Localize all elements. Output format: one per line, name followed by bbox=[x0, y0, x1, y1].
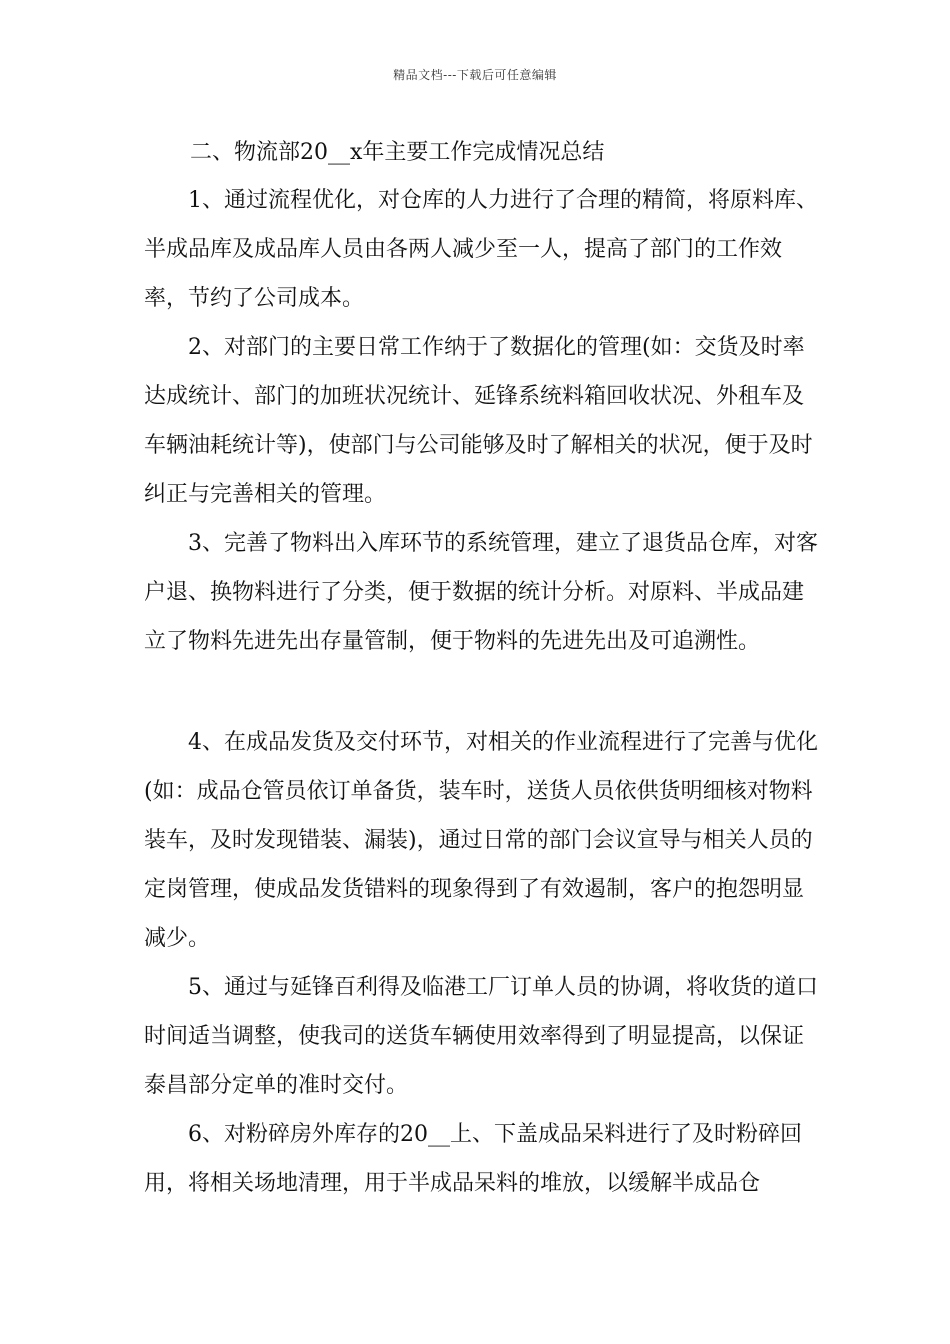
paragraph-5: 5、通过与延锋百利得及临港工厂订单人员的协调，将收货的道口时间适当调整，使我司的送货车辆使用效率得到了明显提高，以保证泰昌部分定单的准时交付。 bbox=[144, 975, 818, 1098]
paragraph-2: 2、对部门的主要日常工作纳于了数据化的管理(如：交货及时率达成统计、部门的加班状况统计、延锋系统料箱回收状况、外租车及车辆油耗统计等)，使部门与公司能够及时了解相关的状况，便于及时纠正与完善相关的管理。 bbox=[144, 335, 813, 507]
page-header: 精品文档---下载后可任意编辑 bbox=[393, 68, 557, 82]
document-body bbox=[144, 138, 820, 1208]
paragraph-6: 6、对粉碎房外库存的20__上、下盖成品呆料进行了及时粉碎回用，将相关场地清理，用于半成品呆料的堆放，以缓解半成品仓 bbox=[144, 1122, 802, 1196]
section-heading: 二、物流部20__x年主要工作完成情况总结 bbox=[190, 140, 605, 165]
paragraph-3: 3、完善了物料出入库环节的系统管理，建立了退货品仓库，对客户退、换物料进行了分类，便于数据的统计分析。对原料、半成品建立了物料先进先出存量管制，便于物料的先进先出及可追溯性。 bbox=[144, 531, 818, 654]
paragraph-1: 1、通过流程优化，对仓库的人力进行了合理的精简，将原料库、半成品库及成品库人员由各两人减少至一人，提高了部门的工作效率，节约了公司成本。 bbox=[144, 188, 818, 311]
paragraph-4: 4、在成品发货及交付环节，对相关的作业流程进行了完善与优化(如：成品仓管员依订单备货，装车时，送货人员依供货明细核对物料装车，及时发现错装、漏装)，通过日常的部门会议宣导与相关人员的定岗管理，使成品发货错料的现象得到了有效遏制，客户的抱怨明显减少。 bbox=[144, 730, 818, 951]
